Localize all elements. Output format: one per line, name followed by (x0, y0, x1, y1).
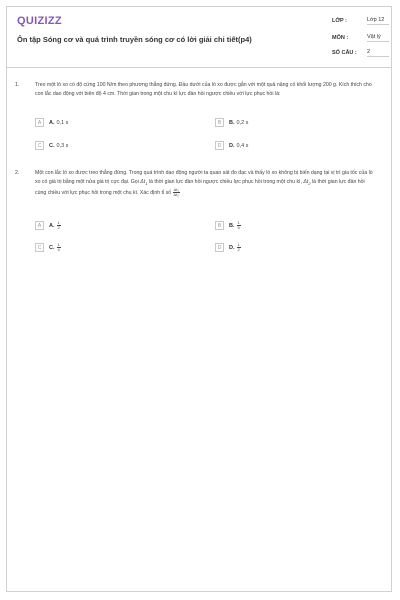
option-fraction (237, 243, 241, 252)
option-key: D. (229, 244, 235, 251)
worksheet-page (6, 6, 392, 592)
fraction-numerator: 1 (237, 242, 240, 247)
option-letter-box: A (35, 118, 44, 127)
question-text-part: Một con lắc lò xo được treo thẳng đứng. Trong quá trình dao động người ta quan sát đo đạc và thấy lò xo không bị biến dạng tại vị trí gia tốc của lò xo có giá trị bằng một nửa giá trị cực đại. Gọi (35, 170, 373, 185)
option-letter-box: C (35, 141, 44, 150)
option-key: A. (49, 222, 55, 229)
delta-t2-symbol: Δt (303, 178, 309, 185)
option-fraction (57, 243, 61, 252)
subject-value: Vật lý (367, 34, 389, 42)
option-fraction (237, 221, 241, 230)
fraction-numerator: 1 (57, 242, 60, 247)
delta-t1-symbol: Δt (140, 178, 146, 185)
option-text: 0,2 s (236, 119, 249, 126)
question-count-label: SỐ CÂU : (332, 50, 357, 56)
question-number: 2. (15, 170, 20, 176)
option-text: 0,1 s (56, 119, 69, 126)
option-key: B. (229, 222, 235, 229)
question-2 (15, 169, 385, 211)
question-2-option-a[interactable] (35, 221, 61, 230)
option-key: C. (49, 244, 55, 251)
option-letter-box: D (215, 243, 224, 252)
question-1 (15, 81, 385, 111)
worksheet-header (7, 7, 391, 68)
question-1-option-c[interactable] (35, 141, 68, 150)
question-text: Treo một lò xo có độ cứng 100 N/m theo phương thẳng đứng. Đầu dưới của lò xo được gắn với một quả nặng có khối lượng 200 g. Kích thích cho con lắc dao động với biên độ 4 cm. Thời gian trong một chu kì lực đàn hồi ngược chiều với lực phục hồi là: (35, 82, 372, 97)
delta-t1-subscript: 1 (145, 180, 148, 186)
ratio-numerator: Δt₁ (173, 187, 179, 193)
option-fraction (57, 221, 61, 230)
option-letter-box: A (35, 221, 44, 230)
option-key: A. (49, 119, 55, 126)
fraction-numerator: 1 (57, 220, 60, 225)
question-text-part: là thời gian lực đàn hồi ngược chiều lực phục hồi trong một chu kì, (147, 178, 304, 185)
ratio-fraction (173, 188, 180, 197)
fraction-denominator: 5 (237, 225, 240, 230)
question-text (35, 169, 375, 197)
grade-value: Lớp 12 (367, 17, 389, 25)
question-1-option-b[interactable] (215, 118, 248, 127)
quizizz-logo: QUIZIZZ (17, 15, 62, 27)
option-text: 0,4 s (236, 142, 249, 149)
option-key: C. (49, 142, 55, 149)
subject-label: MÔN : (332, 35, 349, 41)
question-1-option-d[interactable] (215, 141, 248, 150)
worksheet-title: Ôn tập Sóng cơ và quá trình truyền sóng cơ có lời giải chi tiết(p4) (17, 35, 252, 44)
option-text: 0,3 s (56, 142, 69, 149)
question-number: 1. (15, 82, 20, 88)
option-letter-box: B (215, 221, 224, 230)
delta-t2 (303, 179, 310, 185)
option-letter-box: C (35, 243, 44, 252)
fraction-numerator: 1 (237, 220, 240, 225)
question-count-value: 2 (367, 49, 389, 57)
option-letter-box: D (215, 141, 224, 150)
question-2-option-c[interactable] (35, 243, 61, 252)
question-1-option-a[interactable] (35, 118, 68, 127)
grade-label: LỚP : (332, 18, 347, 24)
fraction-denominator: 2 (237, 247, 240, 252)
fraction-denominator: 2 (57, 225, 60, 230)
question-2-option-d[interactable] (215, 243, 241, 252)
option-letter-box: B (215, 118, 224, 127)
ratio-denominator: Δt₂ (173, 192, 179, 198)
option-key: B. (229, 119, 235, 126)
option-key: D. (229, 142, 235, 149)
fraction-denominator: 4 (57, 247, 60, 252)
delta-t2-subscript: 2 (308, 180, 311, 186)
question-2-option-b[interactable] (215, 221, 241, 230)
question-text-part: là thời gian lực đàn hồi cùng chiều với lực phục hồi trong một chu kì. Xác định tỉ số (35, 178, 365, 196)
